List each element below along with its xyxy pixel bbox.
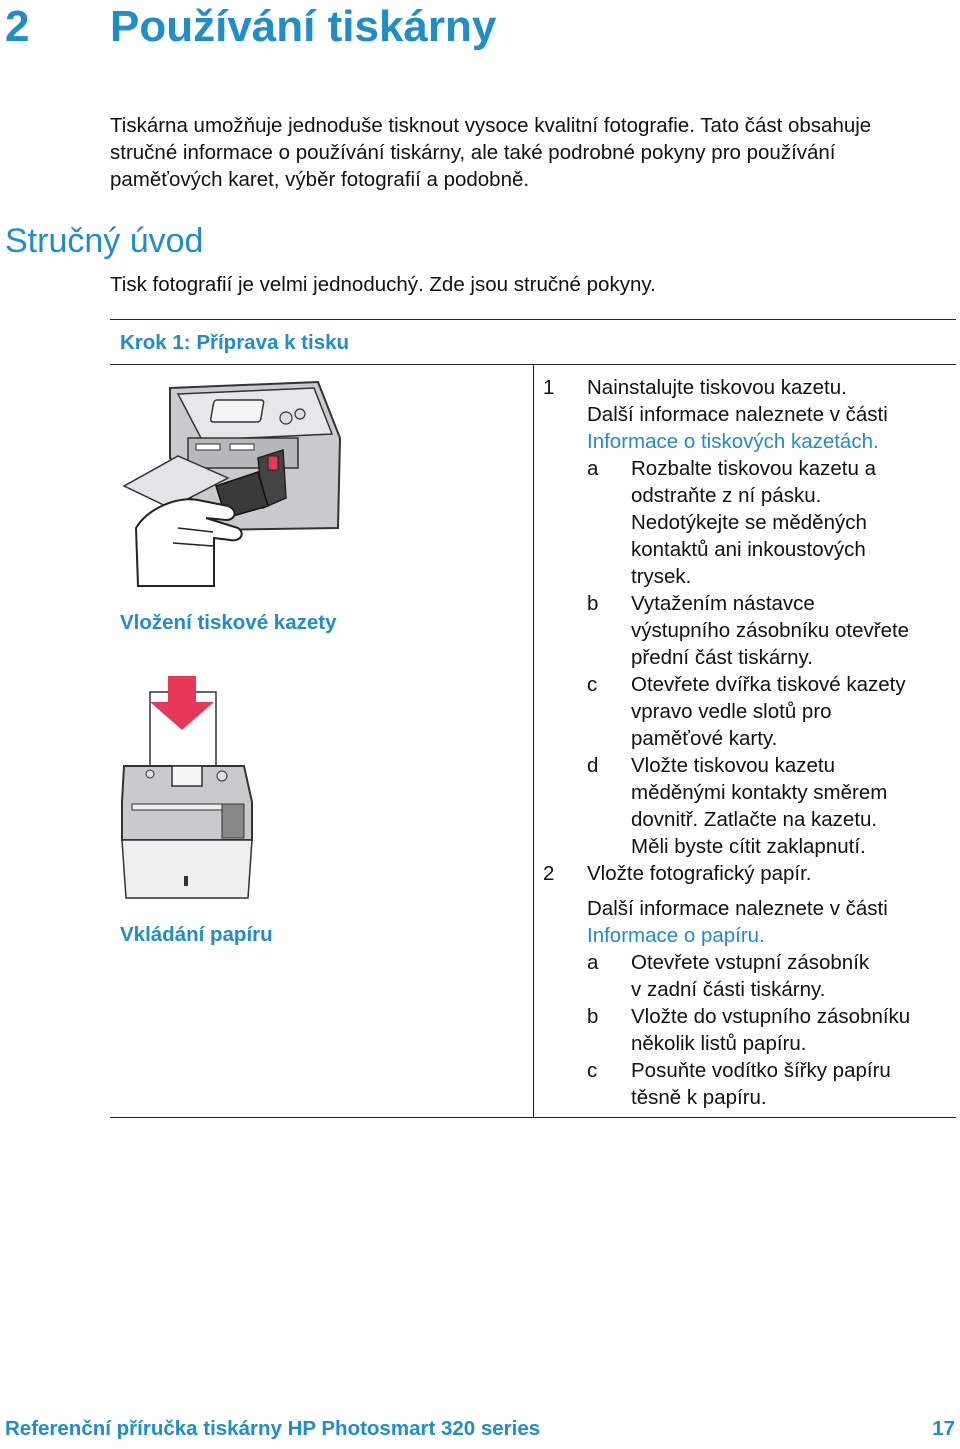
item-text: Vložte fotografický papír. [587, 862, 812, 885]
item-text: Nainstalujte tiskovou kazetu. [587, 376, 847, 399]
instruction-item-1 [543, 374, 958, 401]
cartridge-insertion-illustration [118, 378, 348, 588]
chapter-number: 2 [5, 2, 30, 51]
sub-step-a: a Otevřete vstupní zásobník v zadní části tiskárny. [587, 951, 870, 1001]
page-footer [5, 1417, 955, 1441]
chapter-intro: Tiskárna umožňuje jednoduše tisknout vysoce kvalitní fotografie. Tato část obsahuje stručné informace o používání tiskárny, ale také podrobné pokyny pro používání paměťových karet, výběr fotografií a podobně. [110, 114, 872, 191]
paper-info-link[interactable]: Informace o papíru [587, 924, 760, 947]
paper-caption: Vkládání papíru [120, 923, 273, 946]
section-intro: Tisk fotografií je velmi jednoduchý. Zde jsou stručné pokyny. [110, 273, 656, 296]
table-top-rule [110, 319, 956, 320]
step-title: Krok 1: Příprava k tisku [120, 331, 350, 354]
more-info-prefix: Další informace naleznete v části [587, 403, 888, 426]
more-info: Další informace naleznete v části Informace o papíru. [543, 895, 958, 949]
footer-title: Referenční příručka tiskárny HP Photosmart 320 series [5, 1417, 541, 1440]
item-number: 2 [543, 862, 555, 885]
paper-loading-illustration [118, 672, 258, 902]
cartridge-info-link[interactable]: Informace o tiskových kazetách [587, 430, 873, 453]
sub-step-b: b Vložte do vstupního zásobníku několik listů papíru. [587, 1005, 911, 1055]
sub-step-d: d Vložte tiskovou kazetu měděnými kontakty směrem dovnitř. Zatlačte na kazetu. Měli byste cítit zaklapnutí. [587, 754, 888, 858]
instruction-item-2 [543, 860, 958, 887]
sub-step-c: c Otevřete dvířka tiskové kazety vpravo vedle slotů pro paměťové karty. [587, 673, 906, 750]
more-info: Další informace naleznete v části Informace o tiskových kazetách. [543, 401, 958, 455]
sub-step-b: b Vytažením nástavce výstupního zásobníku otevřete přední část tiskárny. [587, 592, 910, 669]
section-title: Stručný úvod [5, 222, 204, 260]
sub-step-c: c Posuňte vodítko šířky papíru těsně k papíru. [587, 1059, 891, 1109]
table-bottom-rule [110, 1117, 956, 1118]
table-column-divider [533, 364, 534, 1118]
sub-step-a: a Rozbalte tiskovou kazetu a odstraňte z ní pásku. Nedotýkejte se měděných kontaktů ani inkoustových trysek. [587, 457, 876, 588]
page-number: 17 [932, 1417, 955, 1440]
instructions [543, 374, 958, 1111]
chapter-title: Používání tiskárny [110, 2, 497, 51]
cartridge-caption: Vložení tiskové kazety [120, 611, 337, 634]
more-info-prefix: Další informace naleznete v části [587, 897, 888, 920]
item-number: 1 [543, 376, 555, 399]
